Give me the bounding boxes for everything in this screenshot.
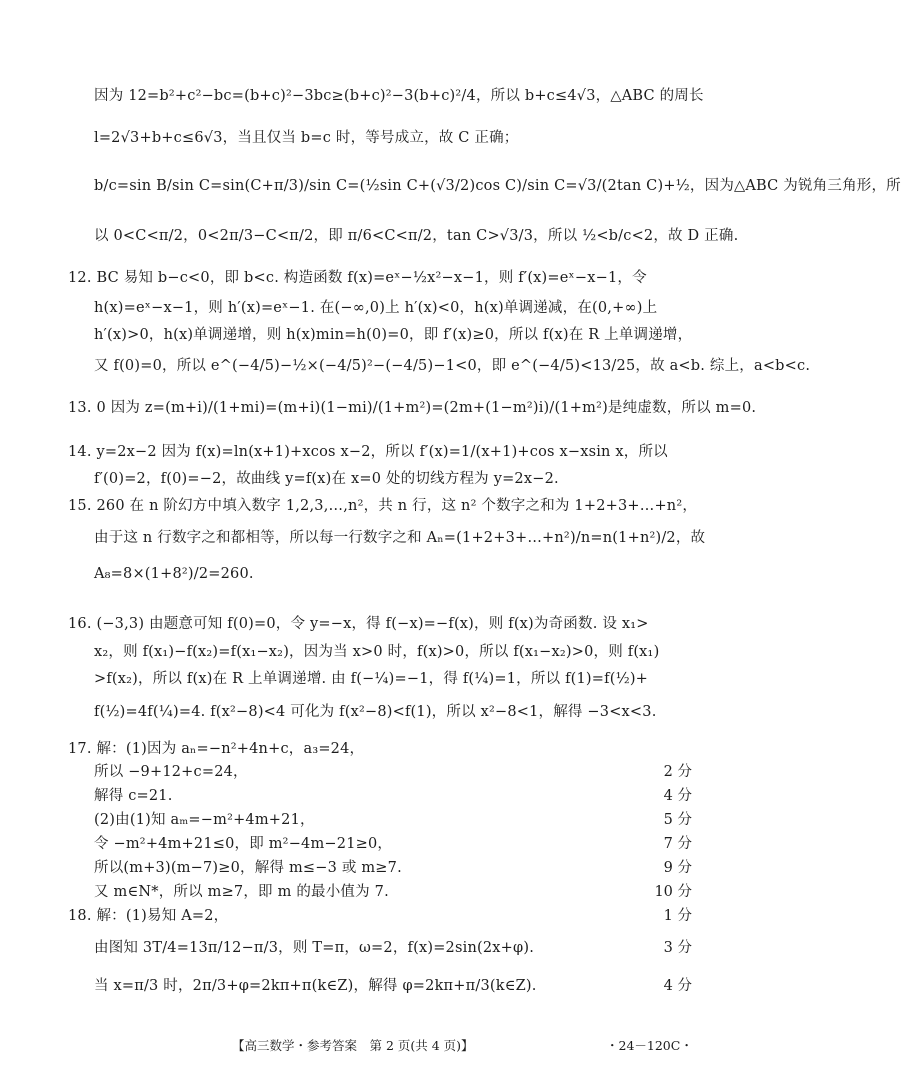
score-label: 1 分 — [663, 908, 692, 924]
text-line: x₂，则 f(x₁)−f(x₂)=f(x₁−x₂)，因为当 x>0 时，f(x)>0，所以 f(x₁−x₂)>0，则 f(x₁) — [94, 644, 660, 660]
text-line: 由图知 3T/4=13π/12−π/3，则 T=π，ω=2，f(x)=2sin(2x+φ). — [94, 940, 535, 956]
text-line: 又 f(0)=0，所以 e^(−4/5)−½×(−4/5)²−(−4/5)−1<0，即 e^(−4/5)<13/25，故 a<b. 综上，a<b<c. — [94, 358, 811, 374]
text-line: b/c=sin B/sin C=sin(C+π/3)/sin C=(½sin C+(√3/2)cos C)/sin C=√3/(2tan C)+½，因为△ABC 为锐角三角形，所 — [94, 178, 901, 194]
text-line: 所以(m+3)(m−7)≥0，解得 m≤−3 或 m≥7. — [94, 860, 402, 876]
text-line: 因为 12=b²+c²−bc=(b+c)²−3bc≥(b+c)²−3(b+c)²/4，所以 b+c≤4√3，△ABC 的周长 — [94, 88, 704, 104]
text-line: 当 x=π/3 时，2π/3+φ=2kπ+π(k∈Z)，解得 φ=2kπ+π/3(k∈Z). — [94, 978, 537, 994]
text-line: 12. BC 易知 b−c<0，即 b<c. 构造函数 f(x)=eˣ−½x²−x−1，则 f′(x)=eˣ−x−1，令 — [68, 270, 647, 286]
text-line: f(½)=4f(¼)=4. f(x²−8)<4 可化为 f(x²−8)<f(1)，所以 x²−8<1，解得 −3<x<3. — [94, 704, 657, 720]
text-line: 14. y=2x−2 因为 f(x)=ln(x+1)+xcos x−2，所以 f′(x)=1/(x+1)+cos x−xsin x，所以 — [68, 444, 668, 460]
text-line: 18. 解：(1)易知 A=2， — [68, 908, 229, 924]
score-label: 10 分 — [654, 884, 692, 900]
text-line: 令 −m²+4m+21≤0，即 m²−4m−21≥0， — [94, 836, 393, 852]
score-label: 3 分 — [663, 940, 692, 956]
text-line: 13. 0 因为 z=(m+i)/(1+mi)=(m+i)(1−mi)/(1+m²)=(2m+(1−m²)i)/(1+m²)是纯虚数，所以 m=0. — [68, 400, 757, 416]
score-label: 4 分 — [663, 978, 692, 994]
score-label: 2 分 — [663, 764, 692, 780]
text-line: 17. 解：(1)因为 aₙ=−n²+4n+c，a₃=24， — [68, 741, 365, 757]
page-footer: 【高三数学・参考答案 第 2 页(共 4 页)】 — [232, 1038, 474, 1053]
score-label: 9 分 — [663, 860, 692, 876]
document-code: ・24－120C・ — [606, 1038, 693, 1053]
text-line: f′(0)=2，f(0)=−2，故曲线 y=f(x)在 x=0 处的切线方程为 y=2x−2. — [94, 471, 559, 487]
text-line: 所以 −9+12+c=24， — [94, 764, 248, 780]
text-line: h(x)=eˣ−x−1，则 h′(x)=eˣ−1. 在(−∞,0)上 h′(x)<0，h(x)单调递减，在(0,+∞)上 — [94, 300, 658, 316]
text-line: 以 0<C<π/2，0<2π/3−C<π/2，即 π/6<C<π/2，tan C>√3/3，所以 ½<b/c<2，故 D 正确. — [94, 228, 739, 244]
text-line: h′(x)>0，h(x)单调递增，则 h(x)min=h(0)=0，即 f′(x)≥0，所以 f(x)在 R 上单调递增， — [94, 327, 693, 343]
text-line: (2)由(1)知 aₘ=−m²+4m+21， — [94, 812, 315, 828]
score-label: 7 分 — [663, 836, 692, 852]
score-label: 5 分 — [663, 812, 692, 828]
text-line: 16. (−3,3) 由题意可知 f(0)=0，令 y=−x，得 f(−x)=−f(x)，则 f(x)为奇函数. 设 x₁> — [68, 616, 649, 632]
text-line: 解得 c=21. — [94, 788, 173, 804]
text-line: 由于这 n 行数字之和都相等，所以每一行数字之和 Aₙ=(1+2+3+…+n²)/n=n(1+n²)/2，故 — [94, 530, 706, 546]
text-line: >f(x₂)，所以 f(x)在 R 上单调递增. 由 f(−¼)=−1，得 f(¼)=1，所以 f(1)=f(½)+ — [94, 671, 649, 687]
text-line: 15. 260 在 n 阶幻方中填入数字 1,2,3,…,n²，共 n 行，这 n² 个数字之和为 1+2+3+…+n²， — [68, 498, 698, 514]
text-line: A₈=8×(1+8²)/2=260. — [94, 566, 254, 582]
text-line: 又 m∈N*，所以 m≥7，即 m 的最小值为 7. — [94, 884, 389, 900]
text-line: l=2√3+b+c≤6√3，当且仅当 b=c 时，等号成立，故 C 正确； — [94, 130, 519, 146]
score-label: 4 分 — [663, 788, 692, 804]
